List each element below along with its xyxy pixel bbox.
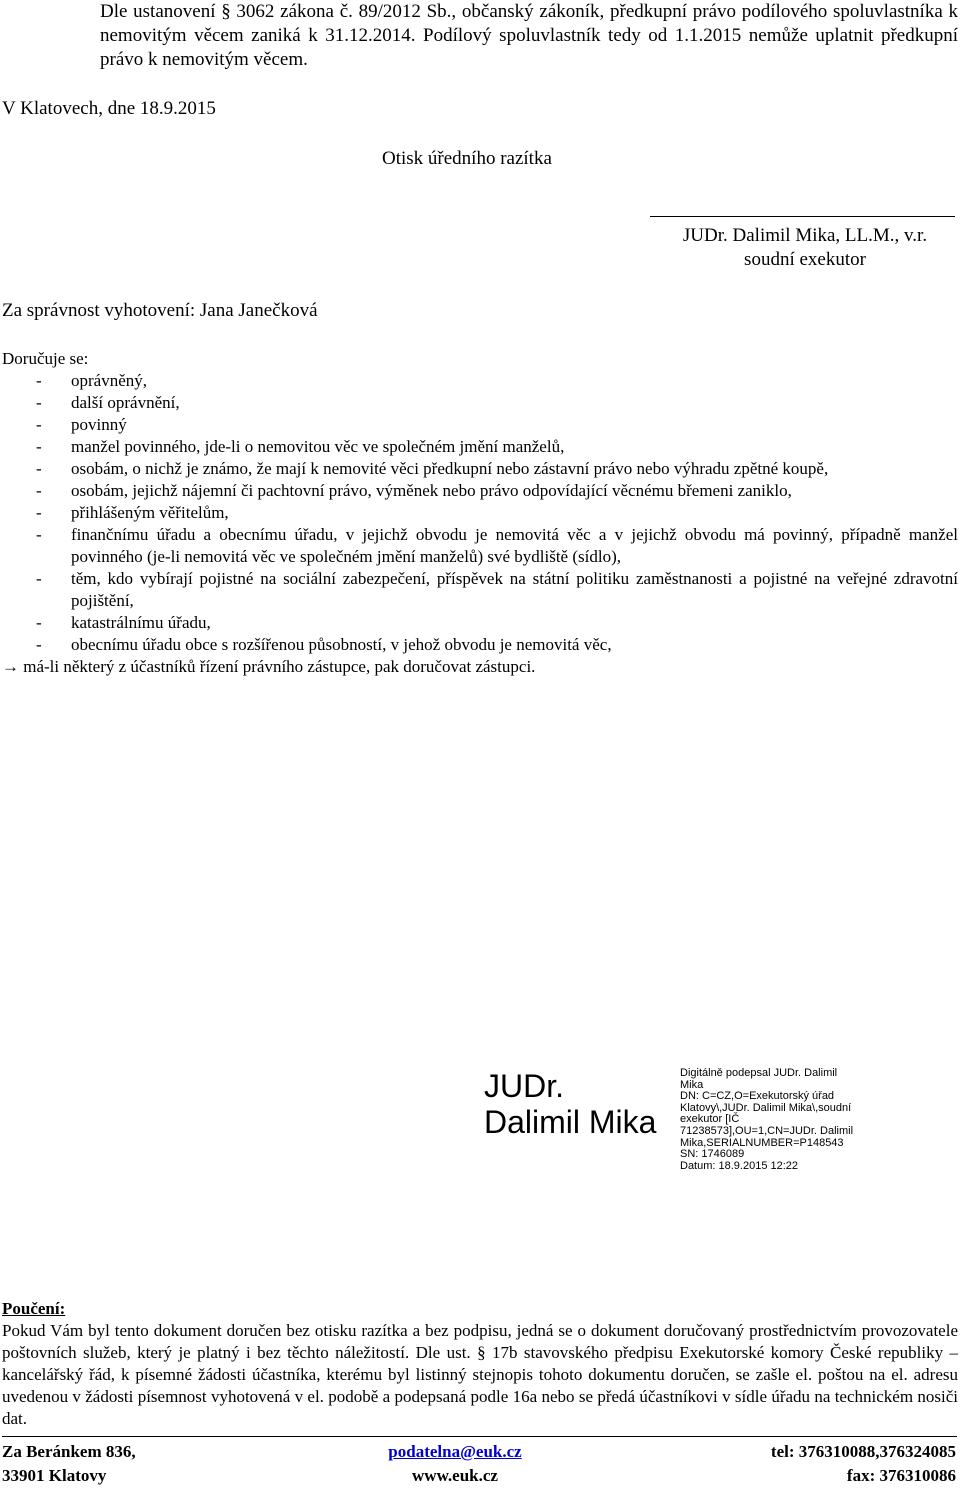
signature-line [650,216,955,217]
delivery-closing-text: má-li některý z účastníků řízení právního zástupce, pak doručovat zástupci. [23,657,536,676]
instruction-block [2,1298,958,1430]
footer-web: www.euk.cz [412,1466,498,1485]
digital-signature-info-line: SN: 1746089 [680,1148,745,1161]
delivery-item-text: oprávněný, [71,371,148,390]
list-dash: - [36,393,42,412]
stamp-label: Otisk úředního razítka [382,148,552,169]
digital-signature-info [680,1068,870,1172]
digital-signature-name-line2: Dalimil Mika [484,1104,657,1140]
digital-signature-info-line: Mika [680,1078,704,1091]
delivery-item [2,634,958,656]
delivery-item [2,568,958,612]
signature-name: JUDr. Dalimil Mika, LL.M., v.r. [682,225,928,246]
signature-role: soudní exekutor [744,249,866,270]
delivery-item-text: osobám, o nichž je známo, že mají k nemovité věci předkupní nebo zástavní právo nebo výhradu zpětné koupě, [71,459,829,478]
list-dash: - [36,371,42,390]
digital-signature-name-line1: JUDr. [484,1068,564,1104]
footer-phone [700,1440,956,1488]
delivery-item [2,436,958,458]
correctness-note: Za správnost vyhotovení: Jana Janečková [2,300,318,321]
digital-signature-info-line: Datum: 18.9.2015 12:22 [680,1159,799,1172]
list-dash: - [36,415,42,434]
digital-signature-info-line: Digitálně podepsal JUDr. Dalimil [680,1067,838,1079]
delivery-item [2,458,958,480]
list-dash: - [36,613,42,632]
delivery-heading: Doručuje se: [2,349,89,368]
delivery-item-text: katastrálnímu úřadu, [71,613,211,632]
arrow-icon: → [2,657,19,676]
list-dash: - [36,459,42,478]
list-dash: - [36,635,42,654]
digital-signature-info-line: Mika,SERIALNUMBER=P148543 [680,1136,844,1149]
delivery-item [2,612,958,634]
delivery-item [2,414,958,436]
delivery-item-text: obecnímu úřadu obce s rozšířenou působností, v jehož obvodu je nemovitá věc, [71,635,612,654]
delivery-item [2,502,958,524]
footer-rule [2,1436,957,1437]
list-dash: - [36,437,42,456]
delivery-item-text: finančnímu úřadu a obecnímu úřadu, v jejichž obvodu je nemovitá věc a v jejichž obvodu má povinný, případně manžel povinného (je-li nemovitá věc ve společném jmění manželů) své bydliště (sídlo), [71,525,958,566]
intro-paragraph [100,0,958,72]
delivery-item [2,370,958,392]
delivery-item-text: povinný [71,415,127,434]
footer-street: Za Beránkem 836, [2,1442,136,1461]
delivery-item-text: těm, kdo vybírají pojistné na sociální zabezpečení, příspěvek na státní politiku zaměstnanosti a pojistné na veřejné zdravotní pojištění, [71,569,958,610]
footer-contact [380,1440,530,1488]
delivery-item-text: přihlášeným věřitelům, [71,503,229,522]
list-dash: - [36,503,42,522]
place-date: V Klatovech, dne 18.9.2015 [2,98,216,119]
instruction-text: Pokud Vám byl tento dokument doručen bez otisku razítka a bez podpisu, jedná se o dokument doručovaný prostřednictvím provozovatele poštovních služeb, který je platný i bez těchto náležitostí. Dle ust. § 17b stavovského předpisu Exekutorské komory České republiky – kancelářský řád, k písemné žádosti účastníka, kterému byl listinný stejnopis tohoto dokumentu doručen, se zašle el. poštou na el. adresu uvedenou v žádosti písemnost vyhotovená v el. podobě a podepsaná podle 16a nebo se předá účastníkovi v sídle úřadu na technickém nosiči dat. [2,1321,958,1428]
digital-signature-info-line: DN: C=CZ,O=Exekutorský úřad [680,1090,835,1103]
footer-city: 33901 Klatovy [2,1466,107,1485]
instruction-title: Poučení: [2,1299,66,1318]
delivery-items [2,370,958,656]
delivery-item-text: manžel povinného, jde-li o nemovitou věc ve společném jmění manželů, [71,437,565,456]
footer-address [2,1440,136,1488]
delivery-closing [2,656,958,678]
delivery-list [2,348,958,678]
footer-email-link[interactable]: podatelna@euk.cz [388,1442,522,1461]
digital-signature-name [484,1068,656,1140]
footer-fax: fax: 376310086 [846,1466,956,1485]
intro-text: Dle ustanovení § 3062 zákona č. 89/2012 Sb., občanský zákoník, předkupní právo podílového spoluvlastníka k nemovitým věcem zaniká k 31.12.2014. Podílový spoluvlastník tedy od 1.1.2015 nemůže uplatnit předkupní právo k nemovitým věcem. [100,1,958,70]
digital-signature-info-line: 71238573],OU=1,CN=JUDr. Dalimil [680,1124,854,1137]
delivery-item [2,524,958,568]
digital-signature-info-line: exekutor [IČ [680,1113,740,1126]
digital-signature-info-line: Klatovy\,JUDr. Dalimil Mika\,soudní [680,1101,852,1114]
delivery-item [2,480,958,502]
list-dash: - [36,569,42,588]
list-dash: - [36,525,42,544]
delivery-item-text: osobám, jejichž nájemní či pachtovní právo, výměnek nebo právo odpovídající věcnému břemeni zaniklo, [71,481,792,500]
list-dash: - [36,481,42,500]
footer-tel: tel: 376310088,376324085 [770,1442,956,1461]
delivery-item-text: další oprávnění, [71,393,180,412]
delivery-item [2,392,958,414]
